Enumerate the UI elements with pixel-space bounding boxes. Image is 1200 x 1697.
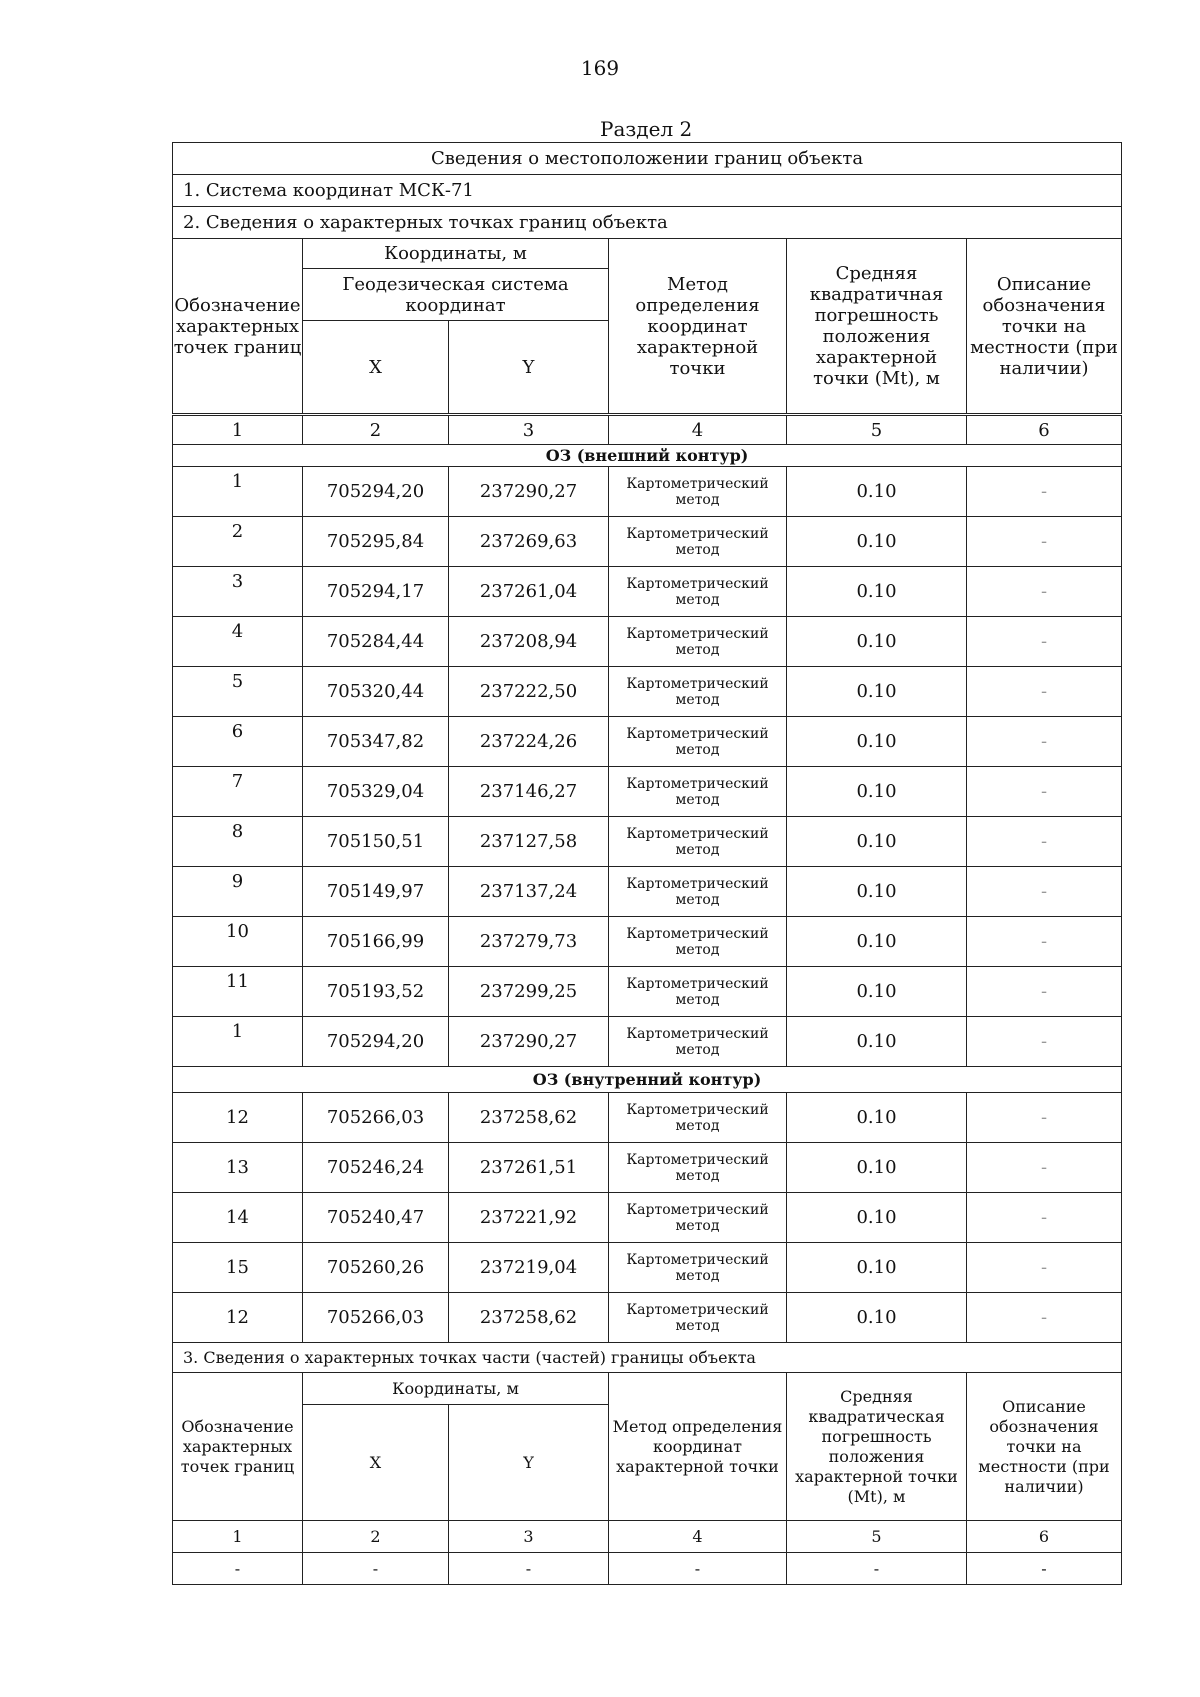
- parts-header-coordinates: Координаты, м: [303, 1373, 609, 1405]
- header-x: X: [303, 321, 449, 415]
- coord-y: 237261,51: [449, 1143, 609, 1193]
- error-value: 0.10: [787, 967, 967, 1017]
- error-value: 0.10: [787, 617, 967, 667]
- column-number: 6: [967, 1521, 1122, 1553]
- coord-y: 237219,04: [449, 1243, 609, 1293]
- column-number: 2: [303, 415, 449, 445]
- coord-x: 705149,97: [303, 867, 449, 917]
- table-row: [173, 817, 1122, 867]
- column-number: 1: [173, 415, 303, 445]
- coord-x: 705150,51: [303, 817, 449, 867]
- error-value: 0.10: [787, 1243, 967, 1293]
- boundary-points-table: [172, 142, 1122, 1343]
- coord-y: 237222,50: [449, 667, 609, 717]
- description-value: -: [967, 717, 1122, 767]
- coord-y: 237258,62: [449, 1093, 609, 1143]
- point-number: 12: [173, 1093, 303, 1143]
- column-number: 3: [449, 415, 609, 445]
- error-value: 0.10: [787, 467, 967, 517]
- method-cell: Картометрический метод: [609, 1017, 787, 1067]
- point-number: 5: [173, 667, 303, 717]
- method-cell: Картометрический метод: [609, 617, 787, 667]
- error-value: 0.10: [787, 917, 967, 967]
- error-value: 0.10: [787, 1017, 967, 1067]
- point-number: 10: [173, 917, 303, 967]
- parts-column-number-row: [173, 1521, 1122, 1553]
- error-value: 0.10: [787, 817, 967, 867]
- description-value: -: [967, 667, 1122, 717]
- coord-y: 237137,24: [449, 867, 609, 917]
- description-value: -: [967, 817, 1122, 867]
- table-row: [173, 1293, 1122, 1343]
- page-number: 169: [580, 56, 620, 80]
- parts-cell: -: [967, 1553, 1122, 1585]
- header-description: Описание обозначения точки на местности (при наличии): [967, 239, 1122, 415]
- table-row: [173, 1017, 1122, 1067]
- description-value: -: [967, 967, 1122, 1017]
- column-number: 4: [609, 1521, 787, 1553]
- coord-x: 705295,84: [303, 517, 449, 567]
- method-cell: Картометрический метод: [609, 1093, 787, 1143]
- header-y: Y: [449, 321, 609, 415]
- point-number: 14: [173, 1193, 303, 1243]
- description-value: -: [967, 517, 1122, 567]
- parts-header-x: X: [303, 1405, 449, 1521]
- coord-y: 237146,27: [449, 767, 609, 817]
- method-cell: Картометрический метод: [609, 767, 787, 817]
- coord-y: 237261,04: [449, 567, 609, 617]
- method-cell: Картометрический метод: [609, 1143, 787, 1193]
- coord-x: 705246,24: [303, 1143, 449, 1193]
- table-row: [173, 667, 1122, 717]
- method-cell: Картометрический метод: [609, 717, 787, 767]
- header-method: Метод определения координат характерной точки: [609, 239, 787, 415]
- error-value: 0.10: [787, 767, 967, 817]
- parts-points-table: [172, 1342, 1122, 1585]
- coord-y: 237224,26: [449, 717, 609, 767]
- error-value: 0.10: [787, 1293, 967, 1343]
- point-number: 12: [173, 1293, 303, 1343]
- table-row: [173, 1093, 1122, 1143]
- header-coordinates: Координаты, м: [303, 239, 609, 269]
- header-designation: Обозначение характерных точек границ: [173, 239, 303, 415]
- coord-y: 237290,27: [449, 467, 609, 517]
- inner-contour-label: ОЗ (внутренний контур): [173, 1067, 1122, 1093]
- points-heading: 2. Сведения о характерных точках границ объекта: [173, 207, 1122, 239]
- error-value: 0.10: [787, 717, 967, 767]
- table-row: [173, 767, 1122, 817]
- section-title: Раздел 2: [600, 117, 693, 141]
- method-cell: Картометрический метод: [609, 917, 787, 967]
- table-row: [173, 617, 1122, 667]
- table-row: [173, 917, 1122, 967]
- description-value: -: [967, 1293, 1122, 1343]
- header-geodetic: Геодезическая система координат: [303, 269, 609, 321]
- parts-header-description: Описание обозначения точки на местности (при наличии): [967, 1373, 1122, 1521]
- coord-x: 705284,44: [303, 617, 449, 667]
- coord-x: 705260,26: [303, 1243, 449, 1293]
- error-value: 0.10: [787, 1193, 967, 1243]
- table-row: [173, 567, 1122, 617]
- error-value: 0.10: [787, 867, 967, 917]
- column-number: 5: [787, 415, 967, 445]
- parts-header-error: Средняя квадратическая погрешность положения характерной точки (Mt), м: [787, 1373, 967, 1521]
- description-value: -: [967, 1143, 1122, 1193]
- table-row: [173, 967, 1122, 1017]
- coord-x: 705320,44: [303, 667, 449, 717]
- point-number: 6: [173, 717, 303, 767]
- method-cell: Картометрический метод: [609, 1243, 787, 1293]
- coord-system: 1. Система координат МСК-71: [173, 175, 1122, 207]
- table-row: [173, 1243, 1122, 1293]
- table-row: [173, 717, 1122, 767]
- method-cell: Картометрический метод: [609, 567, 787, 617]
- error-value: 0.10: [787, 1143, 967, 1193]
- coord-x: 705294,20: [303, 1017, 449, 1067]
- point-number: 4: [173, 617, 303, 667]
- method-cell: Картометрический метод: [609, 817, 787, 867]
- method-cell: Картометрический метод: [609, 517, 787, 567]
- table-row: [173, 867, 1122, 917]
- parts-header-y: Y: [449, 1405, 609, 1521]
- parts-cell: -: [609, 1553, 787, 1585]
- coord-x: 705329,04: [303, 767, 449, 817]
- header-error: Средняя квадратичная погрешность положения характерной точки (Mt), м: [787, 239, 967, 415]
- coord-x: 705266,03: [303, 1093, 449, 1143]
- method-cell: Картометрический метод: [609, 967, 787, 1017]
- description-value: -: [967, 1017, 1122, 1067]
- column-number: 2: [303, 1521, 449, 1553]
- description-value: -: [967, 1193, 1122, 1243]
- coord-y: 237221,92: [449, 1193, 609, 1243]
- point-number: 15: [173, 1243, 303, 1293]
- coord-y: 237208,94: [449, 617, 609, 667]
- table-title: Сведения о местоположении границ объекта: [173, 143, 1122, 175]
- parts-data-row: [173, 1553, 1122, 1585]
- description-value: -: [967, 617, 1122, 667]
- method-cell: Картометрический метод: [609, 467, 787, 517]
- description-value: -: [967, 1243, 1122, 1293]
- description-value: -: [967, 917, 1122, 967]
- parts-cell: -: [173, 1553, 303, 1585]
- description-value: -: [967, 867, 1122, 917]
- coord-x: 705266,03: [303, 1293, 449, 1343]
- outer-contour-label: ОЗ (внешний контур): [173, 445, 1122, 467]
- point-number: 8: [173, 817, 303, 867]
- parts-cell: -: [787, 1553, 967, 1585]
- table-row: [173, 467, 1122, 517]
- coord-y: 237269,63: [449, 517, 609, 567]
- parts-cell: -: [449, 1553, 609, 1585]
- table-row: [173, 1193, 1122, 1243]
- coord-y: 237290,27: [449, 1017, 609, 1067]
- coord-x: 705294,17: [303, 567, 449, 617]
- error-value: 0.10: [787, 567, 967, 617]
- coord-x: 705240,47: [303, 1193, 449, 1243]
- description-value: -: [967, 767, 1122, 817]
- coord-x: 705347,82: [303, 717, 449, 767]
- parts-cell: -: [303, 1553, 449, 1585]
- coord-y: 237279,73: [449, 917, 609, 967]
- point-number: 9: [173, 867, 303, 917]
- method-cell: Картометрический метод: [609, 667, 787, 717]
- coord-y: 237299,25: [449, 967, 609, 1017]
- point-number: 2: [173, 517, 303, 567]
- error-value: 0.10: [787, 667, 967, 717]
- coord-y: 237127,58: [449, 817, 609, 867]
- method-cell: Картометрический метод: [609, 1193, 787, 1243]
- description-value: -: [967, 1093, 1122, 1143]
- point-number: 3: [173, 567, 303, 617]
- table-row: [173, 1143, 1122, 1193]
- coord-x: 705166,99: [303, 917, 449, 967]
- parts-header-designation: Обозначение характерных точек границ: [173, 1373, 303, 1521]
- point-number: 13: [173, 1143, 303, 1193]
- point-number: 1: [173, 1017, 303, 1067]
- coord-y: 237258,62: [449, 1293, 609, 1343]
- column-number: 6: [967, 415, 1122, 445]
- point-number: 11: [173, 967, 303, 1017]
- column-number: 3: [449, 1521, 609, 1553]
- column-number-row: [173, 415, 1122, 445]
- error-value: 0.10: [787, 1093, 967, 1143]
- coord-x: 705193,52: [303, 967, 449, 1017]
- parts-heading: 3. Сведения о характерных точках части (частей) границы объекта: [173, 1343, 1122, 1373]
- method-cell: Картометрический метод: [609, 1293, 787, 1343]
- description-value: -: [967, 567, 1122, 617]
- method-cell: Картометрический метод: [609, 867, 787, 917]
- column-number: 1: [173, 1521, 303, 1553]
- description-value: -: [967, 467, 1122, 517]
- coord-x: 705294,20: [303, 467, 449, 517]
- table-row: [173, 517, 1122, 567]
- point-number: 7: [173, 767, 303, 817]
- column-number: 5: [787, 1521, 967, 1553]
- error-value: 0.10: [787, 517, 967, 567]
- point-number: 1: [173, 467, 303, 517]
- column-number: 4: [609, 415, 787, 445]
- parts-header-method: Метод определения координат характерной точки: [609, 1373, 787, 1521]
